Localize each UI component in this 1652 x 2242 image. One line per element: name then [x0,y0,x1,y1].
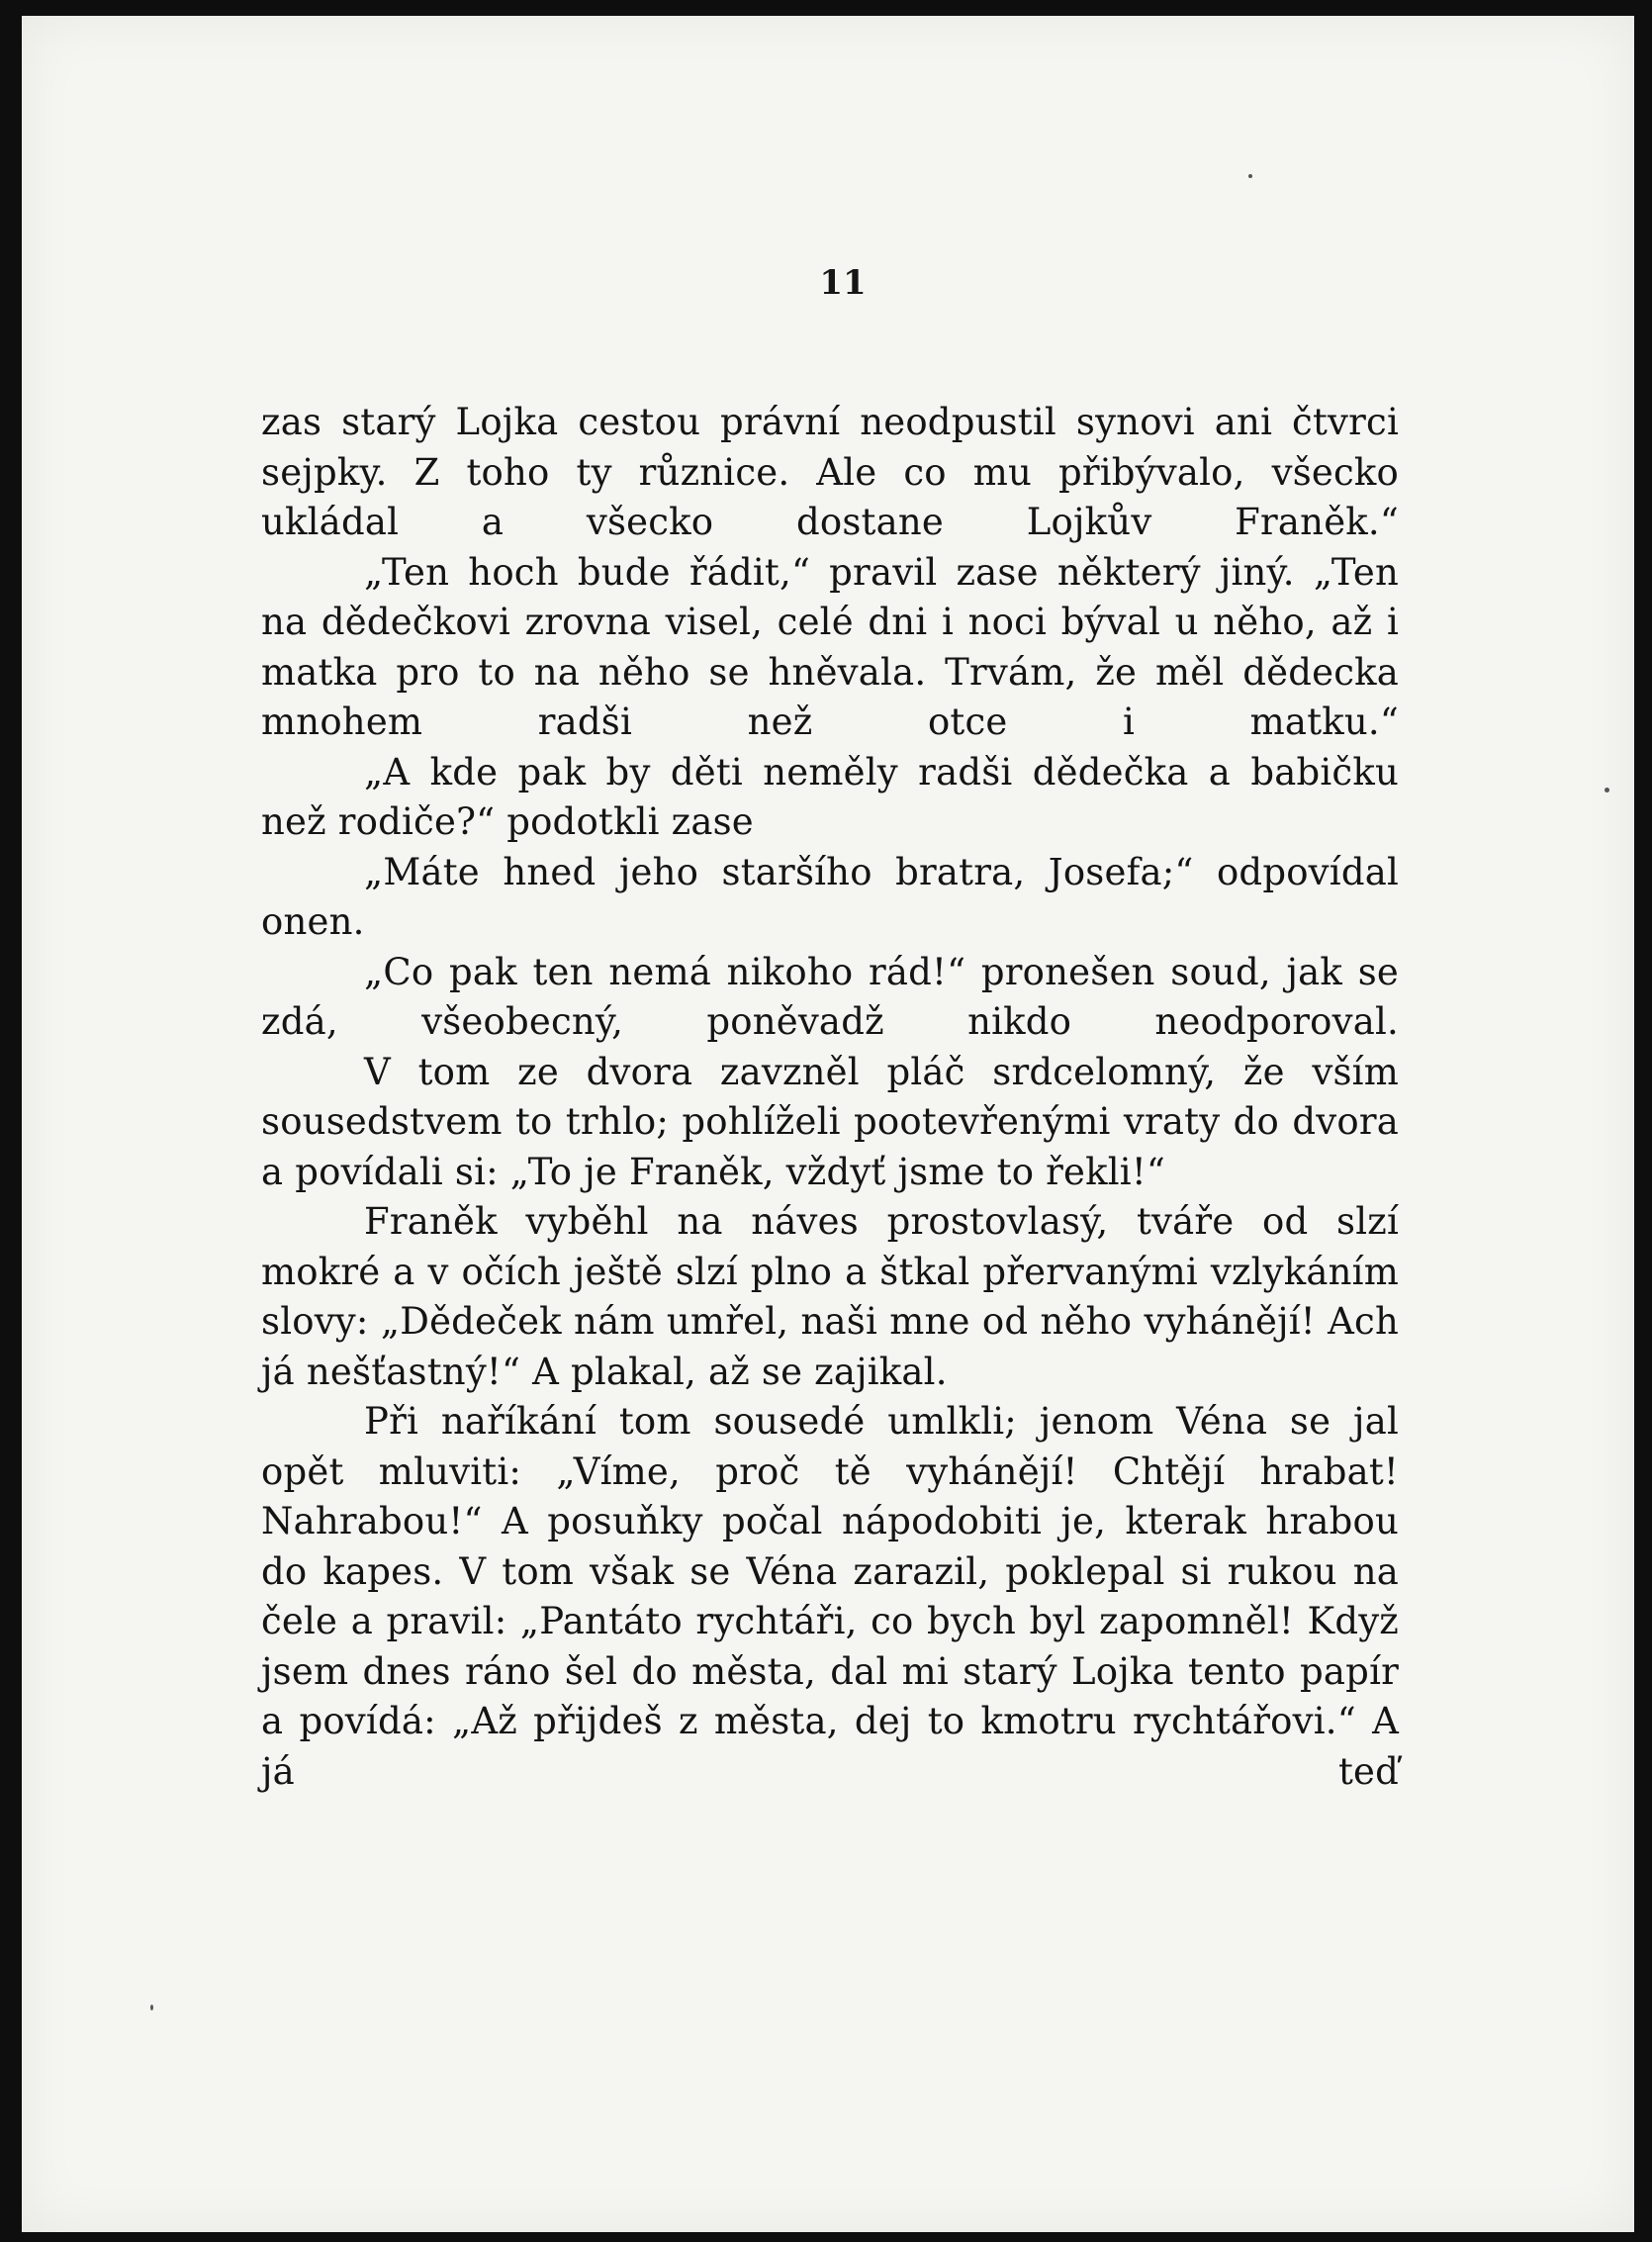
paragraph: „A kde pak by děti neměly radši dědečka a babičku než rodiče?“ podotkli zase [261,750,1399,843]
paragraph: „Máte hned jeho staršího bratra, Josefa;“ odpovídal onen. [261,850,1399,943]
paragraph: „Co pak ten nemá nikoho rád!“ pronešen soud, jak se zdá, všeobecný, poněvadž nikdo neodporoval. [261,950,1399,1043]
paragraph: „Ten hoch bude řádit,“ pravil zase některý jiný. „Ten na dědečkovi zrovna visel, celé dni i noci býval u něho, až i matka pro to na něho se hněvala. Trvám, že měl dědecka mnohem radši než otce i matku.“ [261,550,1399,743]
body-text [261,398,1399,1797]
paragraph: Při naříkání tom sousedé umlkli; jenom Véna se jal opět mluviti: „Víme, proč tě vyhánějí! Chtějí hrabat! Nahrabou!“ A posuňky počal nápodobiti je, kterak hrabou do kapes. V tom však se Véna zarazil, poklepal si rukou na čele a pravil: „Pantáto rychtáři, co bych byl zapomněl! Když jsem dnes ráno šel do města, dal mi starý Lojka tento papír a povídá: „Až přijdeš z města, dej to kmotru rychtářovi.“ A já teď [261,1400,1399,1793]
book-page [22,16,1634,2232]
paragraph: Franěk vyběhl na náves prostovlasý, tváře od slzí mokré a v očích ještě slzí plno a štkal přervanými vzlykáním slovy: „Dědeček nám umřel, naši mne od něho vyhánějí! Ach já nešťastný!“ A plakal, až se zajikal. [261,1200,1399,1393]
paper-speck [150,2005,153,2010]
paragraph: V tom ze dvora zavzněl pláč srdcelomný, že vším sousedstvem to trhlo; pohlíželi pootevřenými vraty do dvora a povídali si: „To je Franěk, vždyť jsme to řekli!“ [261,1050,1399,1193]
paper-speck [1248,174,1252,178]
paper-speck [1605,788,1609,793]
page-number: 11 [819,263,867,303]
paragraph: zas starý Lojka cestou právní neodpustil synovi ani čtvrci sejpky. Z toho ty různice. Ale co mu přibývalo, všecko ukládal a všecko dostane Lojkův Franěk.“ [261,401,1399,543]
